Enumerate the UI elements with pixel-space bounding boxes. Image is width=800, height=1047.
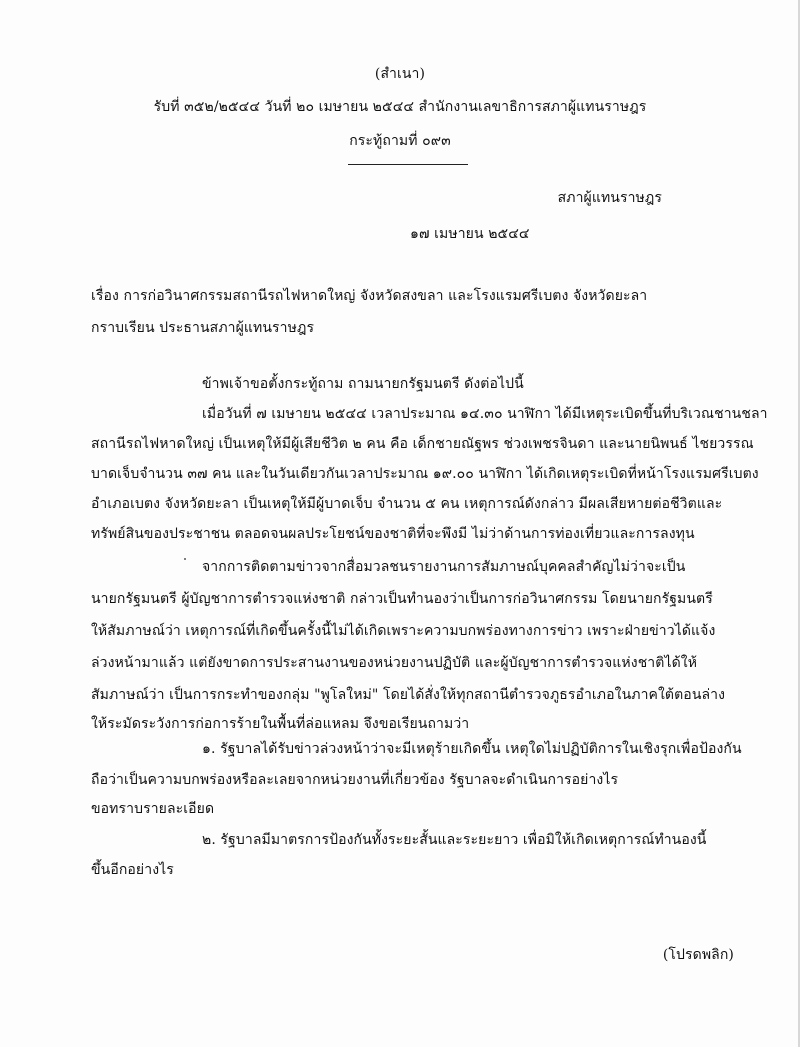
- question-1-line-2: ถือว่าเป็นความบกพร่องหรือละเลยจากหน่วยงานที่เกี่ยวข้อง รัฐบาลจะดำเนินการอย่างไร: [91, 772, 619, 788]
- question-1-line-3: ขอทราบรายละเอียด: [91, 801, 215, 817]
- paragraph-1-line-3: บาดเจ็บจำนวน ๓๗ คน และในวันเดียวกันเวลาประมาณ ๑๙.๐๐ นาฬิกา ได้เกิดเหตุระเบิดที่หน้าโรงแรมศรีเบตง: [91, 466, 759, 482]
- sender-date: ๑๗ เมษายน ๒๕๔๔: [410, 226, 530, 242]
- question-1-line-1: ๑. รัฐบาลได้รับข่าวล่วงหน้าว่าจะมีเหตุร้ายเกิดขึ้น เหตุใดไม่ปฏิบัติการในเชิงรุกเพื่อป้องกัน: [202, 741, 742, 757]
- paragraph-2-line-2: นายกรัฐมนตรี ผู้บัญชาการตำรวจแห่งชาติ กล่าวเป็นทำนองว่าเป็นการก่อวินาศกรรม โดยนายกรัฐมนตรี: [91, 591, 713, 607]
- question-2-line-2: ขึ้นอีกอย่างไร: [91, 862, 174, 878]
- paragraph-2-line-6: ให้ระมัดระวังการก่อการร้ายในพื้นที่ล่อแหลม จึงขอเรียนถามว่า: [91, 716, 470, 732]
- question-2-line-1: ๒. รัฐบาลมีมาตรการป้องกันทั้งระยะสั้นและระยะยาว เพื่อมิให้เกิดเหตุการณ์ทำนองนี้: [202, 832, 707, 848]
- paragraph-1-line-4: อำเภอเบตง จังหวัดยะลา เป็นเหตุให้มีผู้บาดเจ็บ จำนวน ๕ คน เหตุการณ์ดังกล่าว มีผลเสียหายต่อชีวิตและ: [91, 496, 723, 512]
- receipt-line: รับที่ ๓๕๒/๒๕๔๔ วันที่ ๒๐ เมษายน ๒๕๔๔ สำนักงานเลขาธิการสภาผู้แทนราษฎร: [153, 99, 647, 115]
- copy-mark: (สำเนา): [374, 66, 426, 82]
- paragraph-2-line-5: สัมภาษณ์ว่า เป็นการกระทำของกลุ่ม "พูโลใหม่" โดยได้สั่งให้ทุกสถานีตำรวจภูธรอำเภอในภาคใต้ตอนล่าง: [91, 687, 726, 703]
- intro-line: ข้าพเจ้าขอตั้งกระทู้ถาม ถามนายกรัฐมนตรี ดังต่อไปนี้: [202, 376, 524, 392]
- subject-line: เรื่อง การก่อวินาศกรรมสถานีรถไฟหาดใหญ่ จังหวัดสงขลา และโรงแรมศรีเบตง จังหวัดยะลา: [91, 288, 648, 304]
- header-divider: [348, 164, 468, 165]
- salutation: กราบเรียน ประธานสภาผู้แทนราษฎร: [91, 320, 315, 336]
- paragraph-2-line-1: จากการติดตามข่าวจากสื่อมวลชนรายงานการสัมภาษณ์บุคคลสำคัญไม่ว่าจะเป็น: [202, 559, 686, 575]
- scan-speck: [184, 558, 186, 560]
- turn-over-note: (โปรดพลิก): [662, 947, 734, 963]
- sender-organization: สภาผู้แทนราษฎร: [557, 190, 662, 206]
- paragraph-2-line-3: ให้สัมภาษณ์ว่า เหตุการณ์ที่เกิดขึ้นครั้งนี้ไม่ได้เกิดเพราะความบกพร่องทางการข่าว เพราะฝ่ายข่าวได้แจ้ง: [91, 623, 716, 639]
- question-number: กระทู้ถามที่ ๐๙๓: [349, 133, 451, 149]
- paragraph-1-line-5: ทรัพย์สินของประชาชน ตลอดจนผลประโยชน์ของชาติที่จะพึงมี ไม่ว่าด้านการท่องเที่ยวและการลงทุน: [91, 526, 695, 542]
- paragraph-1-line-1: เมื่อวันที่ ๗ เมษายน ๒๕๔๔ เวลาประมาณ ๑๔.๓๐ นาฬิกา ได้มีเหตุระเบิดขึ้นที่บริเวณชานชลา: [202, 406, 768, 422]
- paragraph-2-line-4: ล่วงหน้ามาแล้ว แต่ยังขาดการประสานงานของหน่วยงานปฏิบัติ และผู้บัญชาการตำรวจแห่งชาติได้ให้: [91, 655, 698, 671]
- paragraph-1-line-2: สถานีรถไฟหาดใหญ่ เป็นเหตุให้มีผู้เสียชีวิต ๒ คน คือ เด็กชายณัฐพร ช่วงเพชรจินดา และนายนิพนธ์ ไชยวรรณ: [91, 436, 754, 452]
